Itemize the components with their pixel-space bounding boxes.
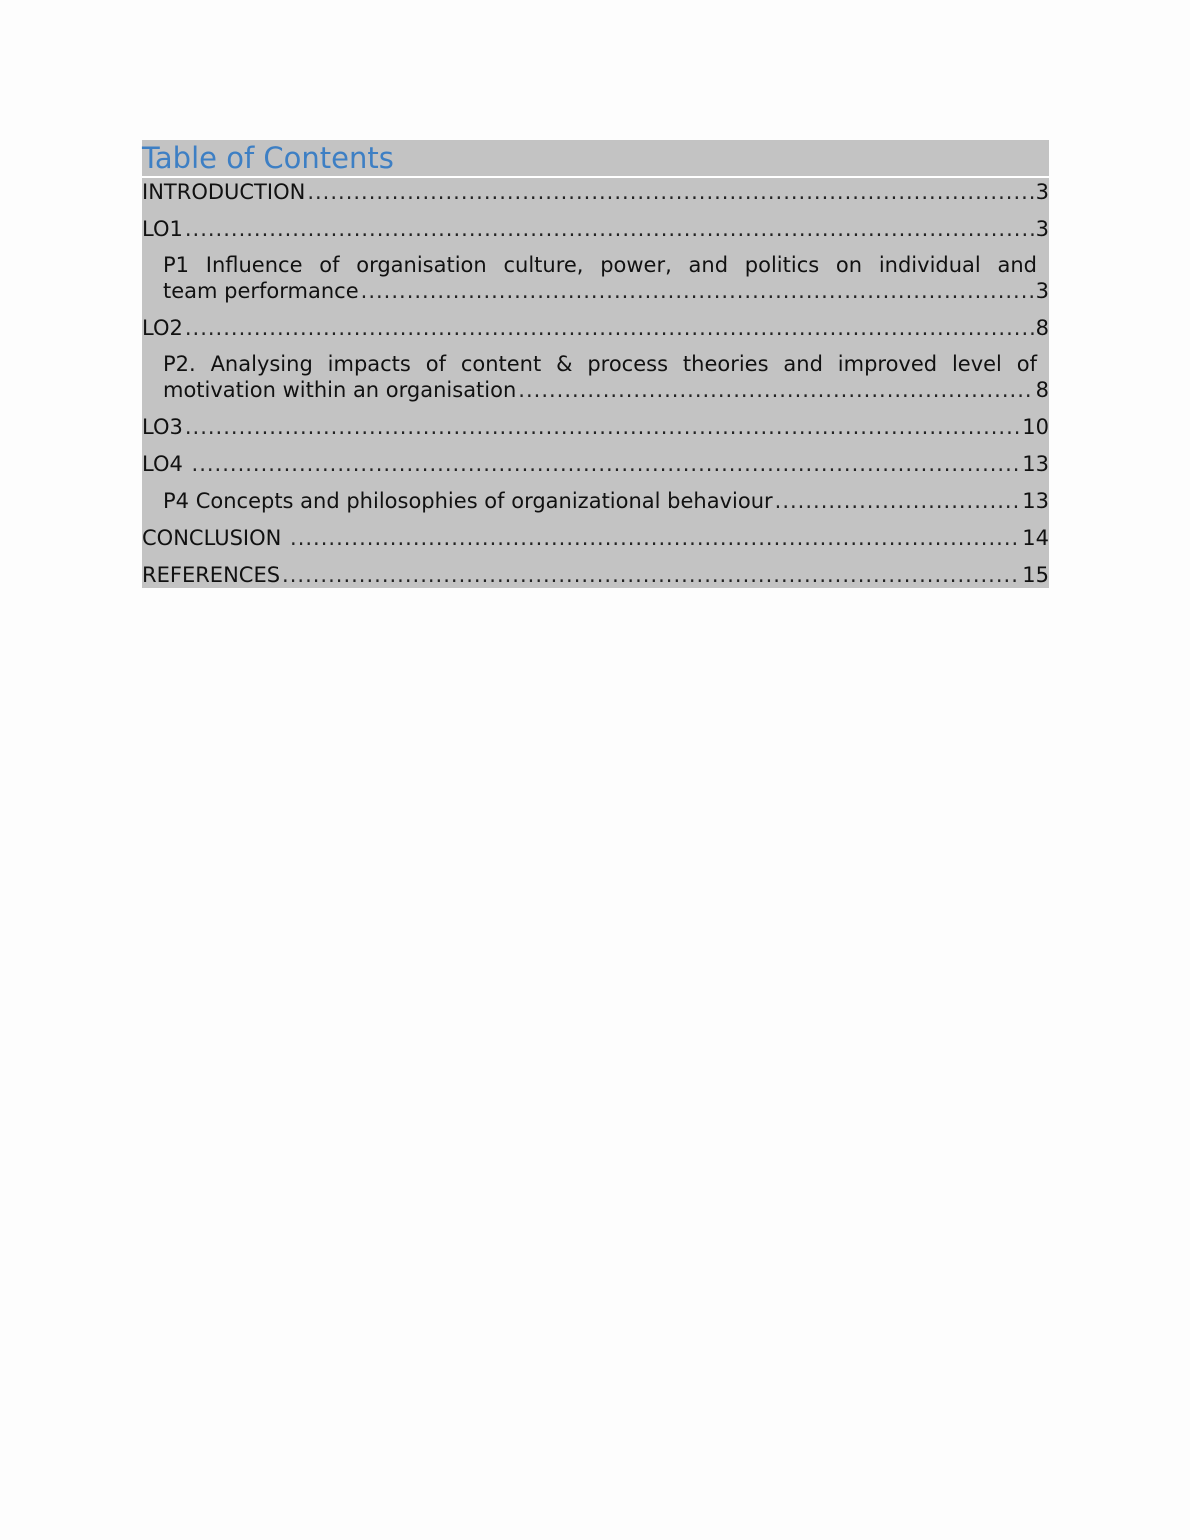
dot-leader (518, 377, 1033, 403)
table-of-contents (142, 140, 1049, 588)
dot-leader (282, 562, 1020, 588)
toc-entry-label: INTRODUCTION (142, 180, 306, 204)
toc-heading: Table of Contents (142, 140, 1049, 178)
toc-entry-label: LO3 (142, 415, 183, 439)
toc-entry-label-line2: team performance (163, 279, 359, 303)
toc-entry-label-line2: motivation within an organisation (163, 378, 517, 402)
toc-entry-page: 8 (1035, 316, 1049, 340)
toc-entry-page: 15 (1022, 563, 1049, 587)
toc-entry-page: 3 (1035, 279, 1049, 303)
toc-entry-p4[interactable] (142, 477, 1049, 514)
toc-entry-label: LO2 (142, 316, 183, 340)
toc-entry-label: CONCLUSION (142, 526, 289, 550)
toc-entry-label: P4 Concepts and philosophies of organizational behaviour (163, 489, 773, 513)
toc-entry-label-line1: P2. Analysing impacts of content & process theories and improved level of (163, 352, 1037, 376)
dot-leader (307, 179, 1033, 205)
toc-entry-page: 13 (1022, 452, 1049, 476)
toc-entry-lo1[interactable] (142, 205, 1049, 242)
toc-entry-p2[interactable] (142, 341, 1049, 403)
toc-entry-label: LO4 (142, 452, 190, 476)
toc-entry-page: 14 (1022, 526, 1049, 550)
toc-entry-p1[interactable] (142, 242, 1049, 304)
toc-entry-introduction[interactable] (142, 178, 1049, 205)
dot-leader (192, 451, 1021, 477)
dot-leader (185, 414, 1020, 440)
toc-entry-label-line1: P1 Influence of organisation culture, power, and politics on individual and (163, 253, 1037, 277)
toc-entry-page: 10 (1022, 415, 1049, 439)
dot-leader (361, 278, 1034, 304)
toc-entry-label: LO1 (142, 217, 183, 241)
toc-entry-page: 3 (1035, 217, 1049, 241)
toc-entry-lo3[interactable] (142, 403, 1049, 440)
toc-entry-page: 8 (1035, 378, 1049, 402)
toc-entry-label: REFERENCES (142, 563, 281, 587)
dot-leader (185, 315, 1034, 341)
toc-entry-page: 13 (1022, 489, 1049, 513)
toc-entry-page: 3 (1035, 180, 1049, 204)
dot-leader (775, 488, 1021, 514)
toc-entry-conclusion[interactable] (142, 514, 1049, 551)
dot-leader (290, 525, 1020, 551)
toc-entry-lo4[interactable] (142, 440, 1049, 477)
dot-leader (185, 216, 1034, 242)
toc-entry-lo2[interactable] (142, 304, 1049, 341)
toc-entry-references[interactable] (142, 551, 1049, 588)
